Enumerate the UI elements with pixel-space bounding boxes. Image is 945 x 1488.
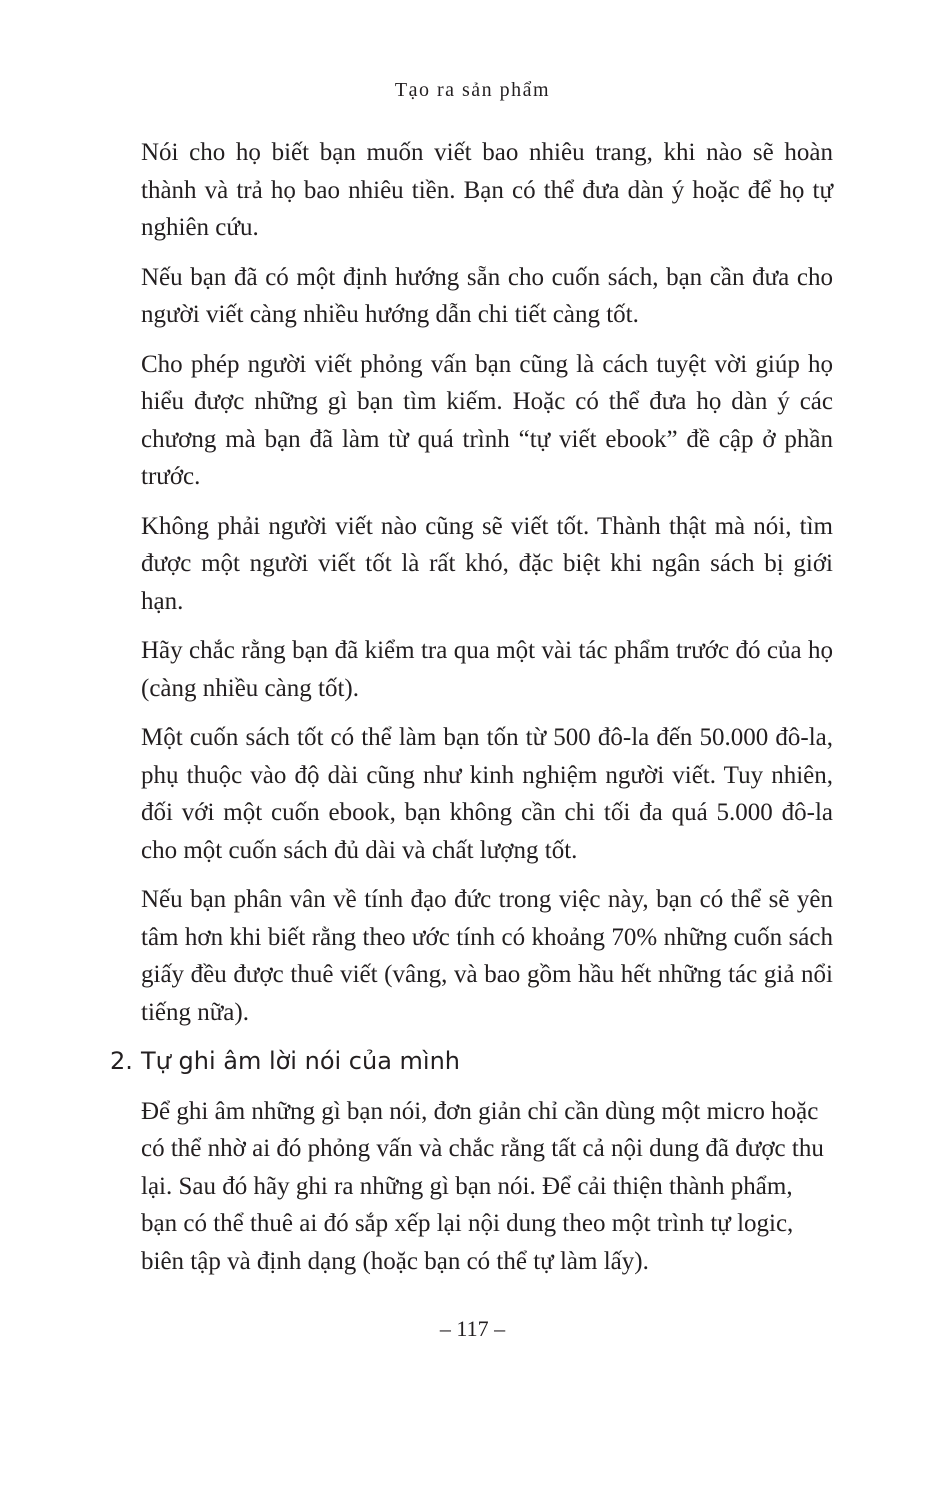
paragraph-writer-brief: Nói cho họ biết bạn muốn viết bao nhiêu trang, khi nào sẽ hoàn thành và trả họ bao nhiêu tiền. Bạn có thể đưa dàn ý hoặc để họ tự nghiên cứu. xyxy=(141,139,833,241)
paragraph-cost: Một cuốn sách tốt có thể làm bạn tốn từ 500 đô-la đến 50.000 đô-la, phụ thuộc vào độ dài cũng như kinh nghiệm người viết. Tuy nhiên, đối với một cuốn ebook, bạn không cần chi tối đa quá 5.000 đô-la cho một cuốn sách đủ dài và chất lượng tốt. xyxy=(141,724,833,864)
section-heading xyxy=(110,1043,833,1081)
paragraph-check-portfolio: Hãy chắc rằng bạn đã kiểm tra qua một vài tác phẩm trước đó của họ (càng nhiều càng tốt). xyxy=(141,637,833,702)
paragraph-ethics: Nếu bạn phân vân về tính đạo đức trong việc này, bạn có thể sẽ yên tâm hơn khi biết rằng theo ước tính có khoảng 70% những cuốn sách giấy đều được thuê viết (vâng, và bao gồm hầu hết những tác giả nổi tiếng nữa). xyxy=(141,886,833,1026)
running-header: Tạo ra sản phẩm xyxy=(394,79,551,101)
section-number: 2. xyxy=(110,1047,133,1075)
paragraph-interview: Cho phép người viết phỏng vấn bạn cũng là cách tuyệt vời giúp họ hiểu được những gì bạn tìm kiếm. Hoặc có thể đưa họ dàn ý các chương mà bạn đã làm từ quá trình “tự viết ebook” đề cập ở phần trước. xyxy=(141,350,833,490)
paragraph-book-direction: Nếu bạn đã có một định hướng sẵn cho cuốn sách, bạn cần đưa cho người viết càng nhiều hướng dẫn chi tiết càng tốt. xyxy=(141,263,833,328)
paragraph-good-writer: Không phải người viết nào cũng sẽ viết tốt. Thành thật mà nói, tìm được một người viết tốt là rất khó, đặc biệt khi ngân sách bị giới hạn. xyxy=(141,512,833,615)
paragraph-recording: Để ghi âm những gì bạn nói, đơn giản chỉ cần dùng một micro hoặc có thể nhờ ai đó phỏng vấn và chắc rằng tất cả nội dung đã được thu lại. Sau đó hãy ghi ra những gì bạn nói. Để cải thiện thành phẩm, bạn có thể thuê ai đó sắp xếp lại nội dung theo một trình tự logic, biên tập và định dạng (hoặc bạn có thể tự làm lấy). xyxy=(141,1097,824,1275)
page-number: – 117 – xyxy=(439,1316,506,1341)
section-title: Tự ghi âm lời nói của mình xyxy=(141,1047,461,1075)
page-body xyxy=(110,134,833,1292)
